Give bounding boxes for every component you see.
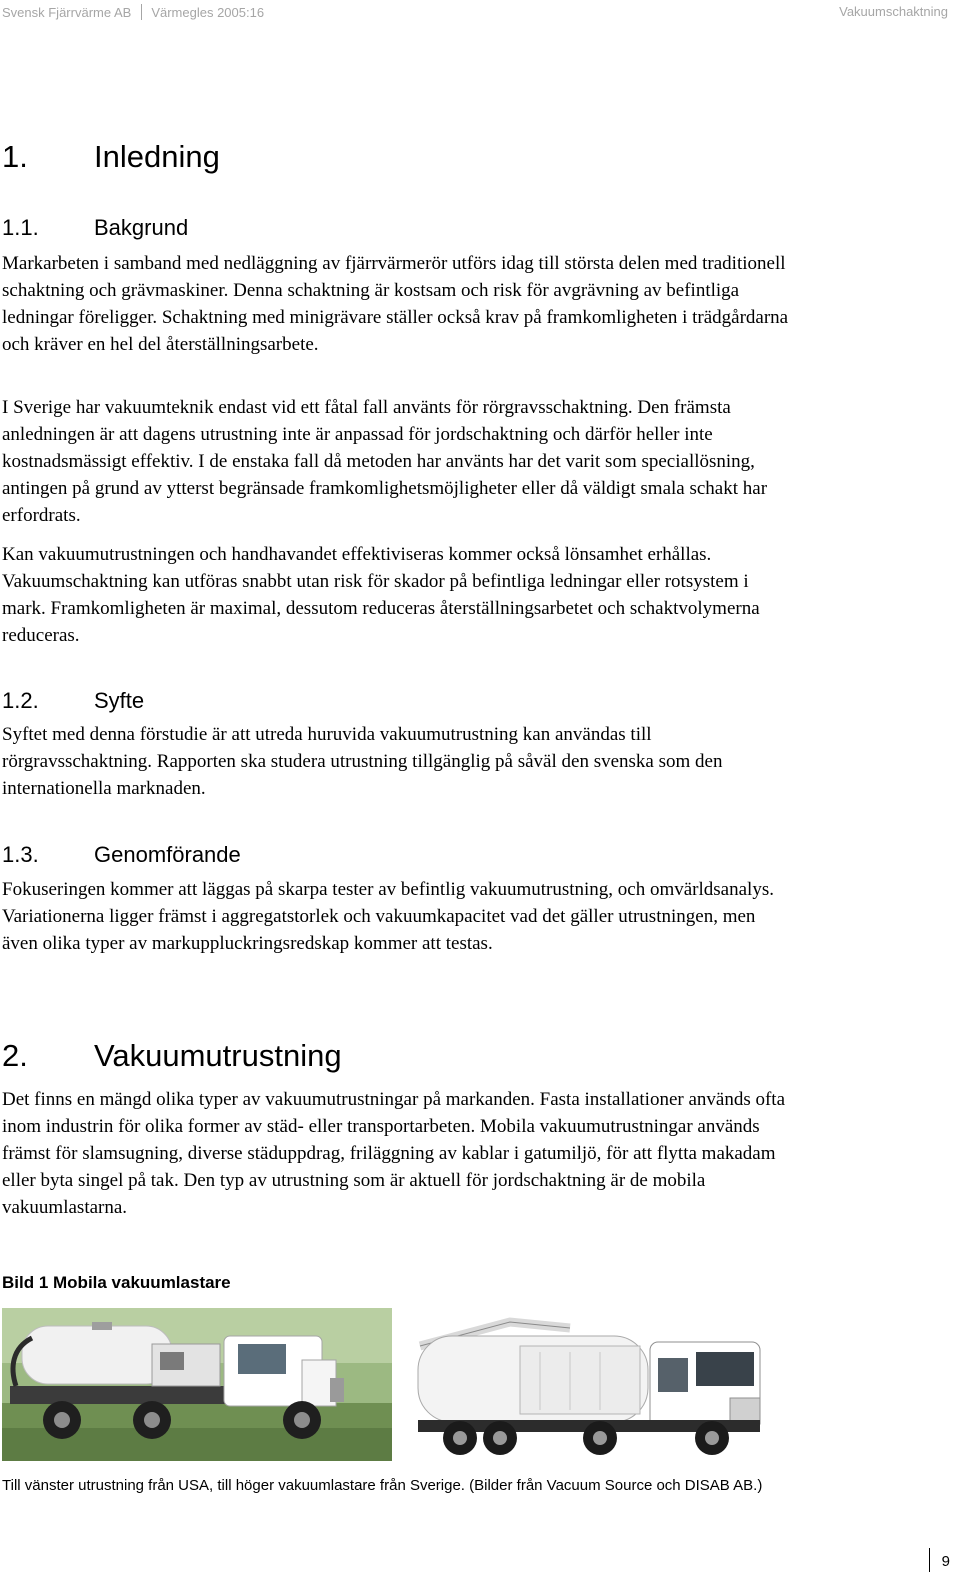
- photo-usa-vacuum-truck: [2, 1308, 392, 1461]
- section-title: Inledning: [94, 139, 220, 174]
- page-number-rule: [929, 1548, 930, 1572]
- header-separator: [141, 4, 142, 20]
- section-number: 1.3.: [2, 842, 39, 867]
- section-number: 2.: [2, 1038, 28, 1073]
- page-number: [929, 1548, 950, 1572]
- section-title: Syfte: [94, 688, 145, 713]
- paragraph-background-1: Markarbeten i samband med nedläggning av fjärrvärmerör utförs idag till största delen med traditionell schaktning och grävmaskiner. Denna schaktning är kostsam och risk för avgrävning av befintliga ledningar föreligger. Schaktning med minigrävare ställer också krav på framkomligheten i trädgårdarna och kräver en hel del återställningsarbete.: [2, 253, 789, 355]
- section-title: Genomförande: [94, 842, 241, 867]
- section-number: 1.2.: [2, 688, 39, 713]
- section-heading-1: [2, 139, 220, 175]
- section-number: 1.: [2, 139, 28, 174]
- paragraph-background-3: Kan vakuumutrustningen och handhavandet effektiviseras kommer också lönsamhet erhållas. Vakuumschaktning kan utföras snabbt utan risk för skador på befintliga ledningar eller rotsystem i mark. Framkomligheten är maximal, dessutom reduceras återställningsarbetet och schaktvolymerna reduceras.: [2, 544, 760, 646]
- header-report: Värmegles 2005:16: [151, 5, 265, 20]
- paragraph-vacuum-equipment: Det finns en mängd olika typer av vakuumutrustningar på markanden. Fasta installationer används ofta inom industrin för olika former av städ- eller transportarbeten. Mobila vakuumutrustningar används främst för slamsugning, diverse städuppdrag, friläggning av kablar i gatumiljö, för att flytta makadam eller byta singel på tak. Den typ av utrustning som är aktuell för jordschaktning är de mobila vakuumlastarna.: [2, 1089, 786, 1218]
- paragraph-implementation: Fokuseringen kommer att läggas på skarpa tester av befintlig vakuumutrustning, och omvärldsanalys. Variationerna ligger främst i aggregatstorlek och vakuumkapacitet vad det gäller utrustningen, men även olika typer av markuppluckringsredskap kommer att testas.: [2, 879, 774, 954]
- page-number-value: 9: [941, 1553, 950, 1570]
- section-title: Bakgrund: [94, 215, 189, 240]
- running-header: [0, 2, 948, 24]
- figure-title: Bild 1 Mobila vakuumlastare: [2, 1273, 231, 1292]
- section-heading-1-1: [2, 215, 188, 241]
- section-heading-1-3: [2, 842, 241, 868]
- paragraph-background-2: I Sverige har vakuumteknik endast vid ett fåtal fall använts för rörgravsschaktning. Den främsta anledningen är att dagens utrustning inte är anpassad för jordschaktning och därför heller inte kostnadsmässigt effektiv. I de enstaka fall då metoden har använts har det varit som speciallösning, antingen på grund av ytterst begränsade framkomlighetsmöjligheter eller då väldigt smala schakt har erfordrats.: [2, 397, 768, 526]
- paragraph-purpose: Syftet med denna förstudie är att utreda huruvida vakuumutrustning kan användas till rörgravsschaktning. Rapporten ska studera utrustning tillgänglig på såväl den svenska som den internationella marknaden.: [2, 724, 723, 799]
- section-heading-1-2: [2, 688, 144, 714]
- section-heading-2: [2, 1038, 342, 1074]
- header-topic: Vakuumschaktning: [839, 4, 948, 19]
- section-title: Vakuumutrustning: [94, 1038, 342, 1073]
- section-number: 1.1.: [2, 215, 39, 240]
- figure-caption: Till vänster utrustning från USA, till höger vakuumlastare från Sverige. (Bilder från Vacuum Source och DISAB AB.): [2, 1477, 763, 1494]
- photo-sweden-vacuum-loader: [400, 1302, 778, 1462]
- header-left: [2, 4, 264, 20]
- header-org: Svensk Fjärrvärme AB: [2, 5, 132, 20]
